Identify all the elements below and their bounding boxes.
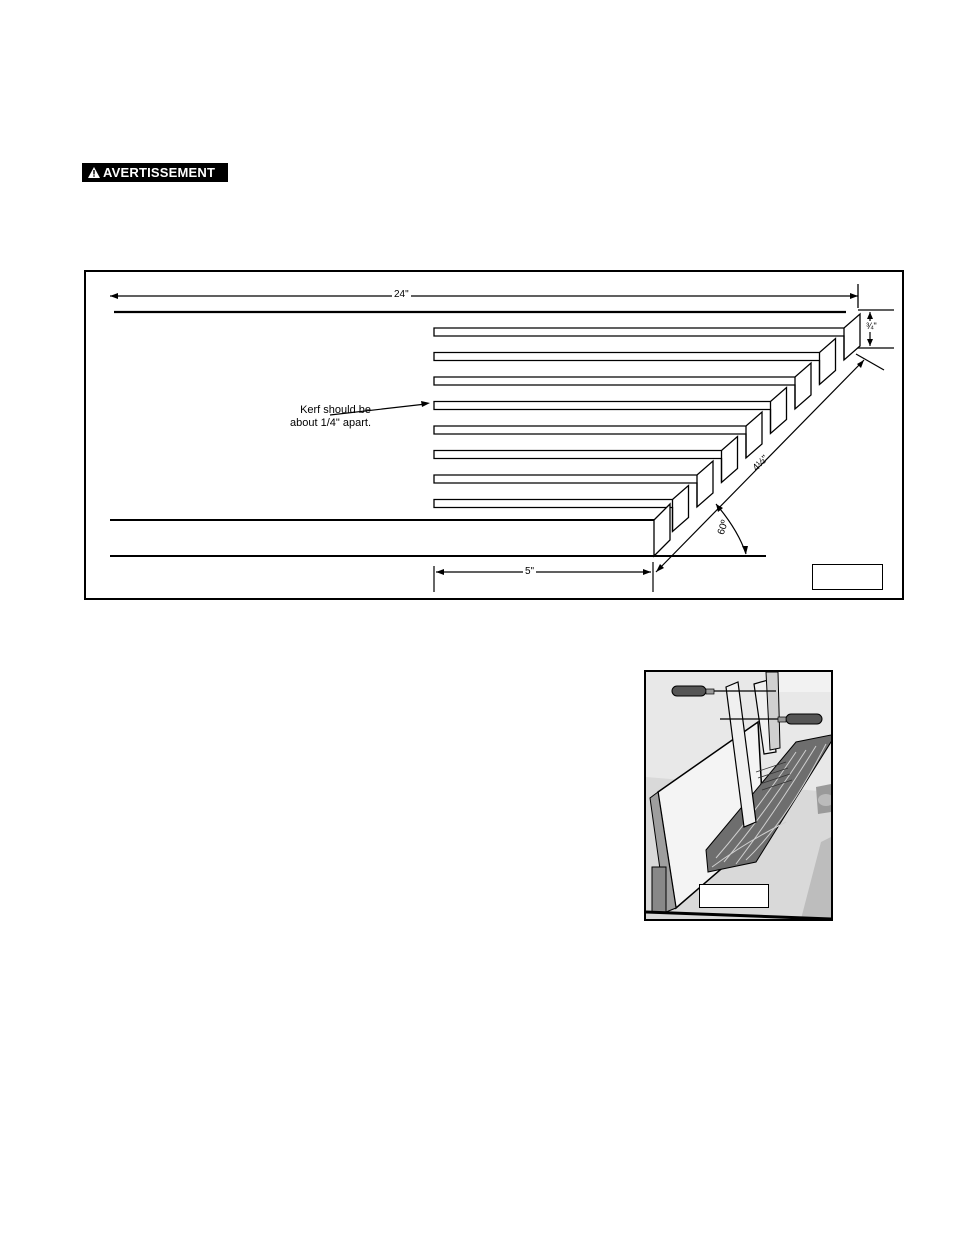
dimension-bottom-label: 5": [525, 566, 535, 577]
figure-label-box: [699, 884, 769, 908]
warning-badge: [82, 163, 228, 182]
kerf-strip: [434, 486, 689, 532]
dimension-diagonal-label: 4½": [750, 453, 771, 474]
kerf-note: [246, 404, 371, 430]
warning-triangle-icon: [88, 167, 100, 178]
warning-label: AVERTISSEMENT: [103, 165, 216, 180]
dimension-angle-label: 60º: [715, 518, 731, 537]
board-end-face: [654, 504, 670, 556]
figure-label-box: [812, 564, 883, 590]
dimension-thickness-label: ¾": [866, 321, 877, 331]
kerf-diagram: [84, 270, 904, 600]
clamping-illustration: [644, 670, 833, 921]
kerf-note-line-1: Kerf should be: [300, 404, 371, 416]
clamping-illustration-drawing: [646, 672, 831, 919]
kerf-note-line-2: about 1/4" apart.: [290, 417, 371, 429]
kerf-diagram-drawing: [86, 272, 902, 598]
dimension-length-label: 24": [394, 289, 409, 300]
